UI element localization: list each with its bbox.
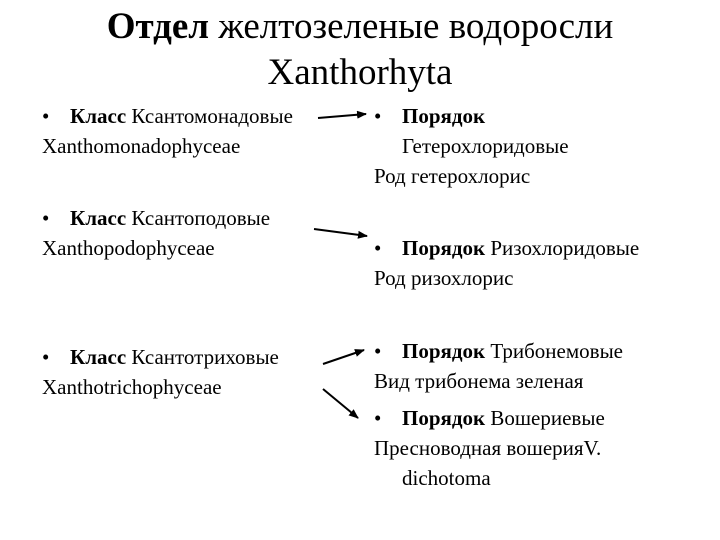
class-name: Ксантомонадовые	[126, 104, 293, 128]
order-label: Порядок	[402, 339, 486, 363]
bullet: •	[374, 104, 382, 128]
class-latin: Xanthopodophyceae	[42, 236, 215, 260]
class-name: Ксантотриховые	[126, 345, 279, 369]
genus-line: Род гетерохлорис	[374, 164, 531, 188]
bullet: •	[42, 206, 50, 230]
bullet: •	[374, 339, 382, 363]
order-name: Ризохлоридовые	[485, 236, 640, 260]
bullet: •	[374, 406, 382, 430]
genus-line: Род ризохлорис	[374, 266, 514, 290]
title-bold: Отдел	[106, 6, 210, 47]
order-name: Вошериевые	[485, 406, 605, 430]
class-label: Класс	[70, 345, 127, 369]
class-latin: Xanthotrichophyceae	[42, 375, 222, 399]
order-label: Порядок	[402, 406, 486, 430]
order-name: Гетерохлоридовые	[402, 134, 569, 158]
title-rest: желтозеленые водоросли	[209, 6, 614, 47]
title-line-2: Xanthorhyta	[267, 52, 453, 93]
class-label: Класс	[70, 206, 127, 230]
species-line: Пресноводная вошерияV.	[374, 436, 602, 460]
arrow-3	[323, 350, 364, 364]
order-name: Трибонемовые	[485, 339, 624, 363]
arrow-4	[323, 389, 358, 418]
bullet: •	[374, 236, 382, 260]
bullet: •	[42, 104, 50, 128]
arrow-2	[314, 229, 367, 236]
species-line-2: dichotoma	[402, 466, 491, 490]
class-label: Класс	[70, 104, 127, 128]
order-label: Порядок	[402, 236, 486, 260]
class-latin: Xanthomonadophyceae	[42, 134, 241, 158]
arrow-1	[318, 114, 366, 118]
bullet: •	[42, 345, 50, 369]
class-name: Ксантоподовые	[126, 206, 271, 230]
species-line: Вид трибонема зеленая	[374, 369, 584, 393]
order-label: Порядок	[402, 104, 486, 128]
